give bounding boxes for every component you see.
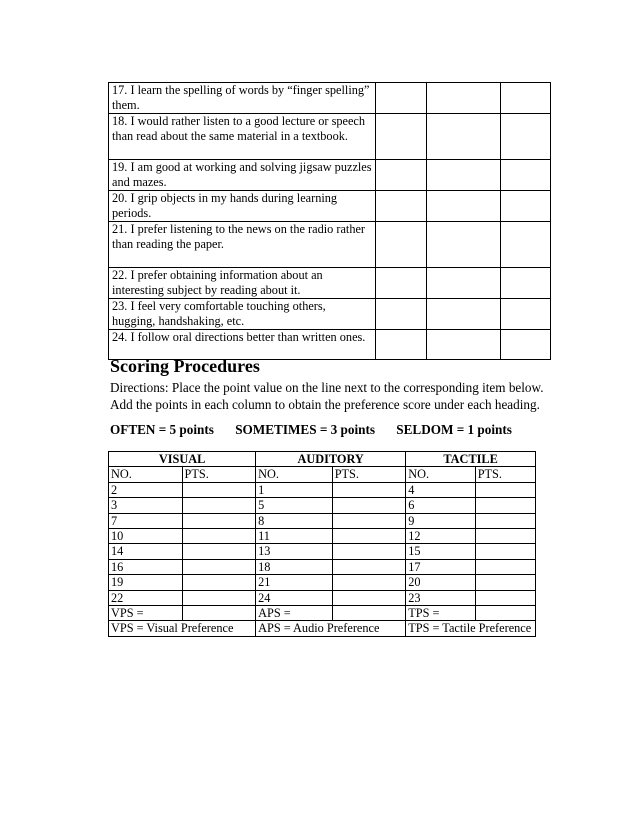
- no-label: NO.: [109, 467, 183, 482]
- points-cell[interactable]: [182, 513, 256, 528]
- subheader-row: [109, 467, 536, 482]
- response-cell[interactable]: [376, 299, 427, 330]
- item-number: 17: [406, 559, 475, 574]
- points-cell[interactable]: [332, 498, 406, 513]
- table-row: [109, 590, 536, 605]
- points-cell[interactable]: [182, 529, 256, 544]
- tps-total-label: TPS =: [406, 606, 475, 621]
- points-cell[interactable]: [182, 575, 256, 590]
- item-number: 6: [406, 498, 475, 513]
- item-number: 2: [109, 482, 183, 497]
- question-row: [109, 330, 551, 360]
- item-number: 9: [406, 513, 475, 528]
- response-cell[interactable]: [376, 160, 427, 191]
- aps-legend: APS = Audio Preference: [256, 621, 406, 636]
- response-cell[interactable]: [427, 222, 501, 268]
- vps-total-cell[interactable]: [182, 606, 256, 621]
- no-label: NO.: [406, 467, 475, 482]
- points-cell[interactable]: [332, 482, 406, 497]
- points-cell[interactable]: [332, 590, 406, 605]
- item-number: 1: [256, 482, 333, 497]
- response-cell[interactable]: [501, 191, 551, 222]
- question-text: 23. I feel very comfortable touching others, hugging, handshaking, etc.: [109, 299, 376, 330]
- points-cell[interactable]: [332, 544, 406, 559]
- vps-legend: VPS = Visual Preference: [109, 621, 256, 636]
- response-cell[interactable]: [501, 114, 551, 160]
- points-cell[interactable]: [475, 482, 535, 497]
- response-cell[interactable]: [376, 191, 427, 222]
- questionnaire-table: [108, 82, 551, 360]
- no-label: NO.: [256, 467, 333, 482]
- points-cell[interactable]: [332, 513, 406, 528]
- table-row: [109, 498, 536, 513]
- points-cell[interactable]: [182, 590, 256, 605]
- header-row: [109, 452, 536, 467]
- table-row: [109, 513, 536, 528]
- response-cell[interactable]: [501, 222, 551, 268]
- points-cell[interactable]: [332, 529, 406, 544]
- item-number: 16: [109, 559, 183, 574]
- response-cell[interactable]: [501, 83, 551, 114]
- response-cell[interactable]: [501, 160, 551, 191]
- points-cell[interactable]: [475, 559, 535, 574]
- item-number: 14: [109, 544, 183, 559]
- response-cell[interactable]: [427, 191, 501, 222]
- question-text: 17. I learn the spelling of words by “finger spelling” them.: [109, 83, 376, 114]
- sometimes-points: SOMETIMES = 3 points: [235, 422, 375, 437]
- response-cell[interactable]: [427, 330, 501, 360]
- points-cell[interactable]: [182, 544, 256, 559]
- response-cell[interactable]: [427, 114, 501, 160]
- visual-header: VISUAL: [109, 452, 256, 467]
- legend-row: [109, 621, 536, 636]
- item-number: 24: [256, 590, 333, 605]
- points-cell[interactable]: [182, 559, 256, 574]
- item-number: 23: [406, 590, 475, 605]
- response-cell[interactable]: [376, 268, 427, 299]
- vps-total-label: VPS =: [109, 606, 183, 621]
- item-number: 20: [406, 575, 475, 590]
- points-cell[interactable]: [475, 575, 535, 590]
- item-number: 19: [109, 575, 183, 590]
- question-text: 24. I follow oral directions better than written ones.: [109, 330, 376, 360]
- points-cell[interactable]: [475, 513, 535, 528]
- seldom-points: SELDOM = 1 points: [396, 422, 512, 437]
- question-row: [109, 299, 551, 330]
- auditory-header: AUDITORY: [256, 452, 406, 467]
- pts-label: PTS.: [182, 467, 256, 482]
- points-cell[interactable]: [475, 590, 535, 605]
- point-values: [110, 422, 530, 438]
- table-row: [109, 482, 536, 497]
- tps-legend: TPS = Tactile Preference: [406, 621, 536, 636]
- response-cell[interactable]: [501, 330, 551, 360]
- response-cell[interactable]: [427, 83, 501, 114]
- pts-label: PTS.: [475, 467, 535, 482]
- points-cell[interactable]: [475, 529, 535, 544]
- response-cell[interactable]: [427, 268, 501, 299]
- points-cell[interactable]: [475, 498, 535, 513]
- points-cell[interactable]: [182, 498, 256, 513]
- aps-total-label: APS =: [256, 606, 333, 621]
- tps-total-cell[interactable]: [475, 606, 535, 621]
- response-cell[interactable]: [501, 268, 551, 299]
- item-number: 11: [256, 529, 333, 544]
- item-number: 7: [109, 513, 183, 528]
- response-cell[interactable]: [376, 114, 427, 160]
- response-cell[interactable]: [501, 299, 551, 330]
- item-number: 8: [256, 513, 333, 528]
- item-number: 18: [256, 559, 333, 574]
- item-number: 3: [109, 498, 183, 513]
- question-row: [109, 83, 551, 114]
- section-heading: Scoring Procedures: [110, 356, 260, 376]
- response-cell[interactable]: [376, 330, 427, 360]
- often-points: OFTEN = 5 points: [110, 422, 214, 437]
- question-row: [109, 222, 551, 268]
- item-number: 10: [109, 529, 183, 544]
- item-number: 22: [109, 590, 183, 605]
- item-number: 5: [256, 498, 333, 513]
- item-number: 4: [406, 482, 475, 497]
- table-row: [109, 544, 536, 559]
- item-number: 13: [256, 544, 333, 559]
- tactile-header: TACTILE: [406, 452, 536, 467]
- directions-text: Directions: Place the point value on the line next to the corresponding item below. Add the points in each column to obtain the preference score under each heading.: [110, 380, 544, 412]
- question-row: [109, 160, 551, 191]
- aps-total-cell[interactable]: [332, 606, 406, 621]
- question-text: 19. I am good at working and solving jigsaw puzzles and mazes.: [109, 160, 376, 191]
- question-text: 18. I would rather listen to a good lecture or speech than read about the same material in a textbook.: [109, 114, 376, 160]
- points-cell[interactable]: [182, 482, 256, 497]
- points-cell[interactable]: [332, 575, 406, 590]
- scoring-table: [108, 451, 536, 637]
- response-cell[interactable]: [427, 299, 501, 330]
- question-text: 21. I prefer listening to the news on the radio rather than reading the paper.: [109, 222, 376, 268]
- item-number: 15: [406, 544, 475, 559]
- question-row: [109, 268, 551, 299]
- question-row: [109, 114, 551, 160]
- table-row: [109, 559, 536, 574]
- points-cell[interactable]: [475, 544, 535, 559]
- response-cell[interactable]: [376, 83, 427, 114]
- table-row: [109, 529, 536, 544]
- pts-label: PTS.: [332, 467, 406, 482]
- totals-row: [109, 606, 536, 621]
- points-cell[interactable]: [332, 559, 406, 574]
- table-row: [109, 575, 536, 590]
- response-cell[interactable]: [427, 160, 501, 191]
- item-number: 12: [406, 529, 475, 544]
- question-row: [109, 191, 551, 222]
- question-text: 22. I prefer obtaining information about an interesting subject by reading about it.: [109, 268, 376, 299]
- response-cell[interactable]: [376, 222, 427, 268]
- question-text: 20. I grip objects in my hands during learning periods.: [109, 191, 376, 222]
- item-number: 21: [256, 575, 333, 590]
